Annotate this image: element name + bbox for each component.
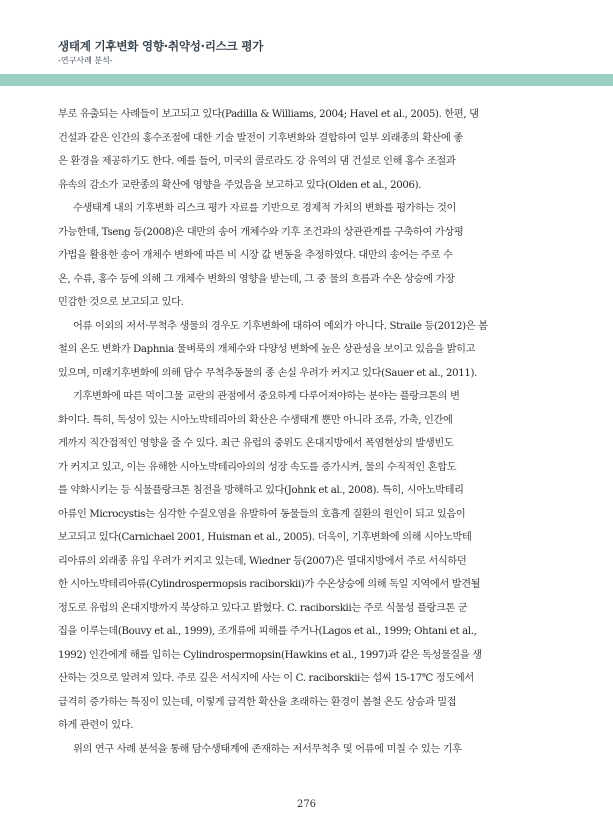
text-line: 게까지 직간접적인 영향을 줄 수 있다. 최근 유럽의 중위도 온대지방에서 폭염현상의 발생빈도 xyxy=(58,438,454,449)
running-title: 생태계 기후변화 영향·취약성·리스크 평가 xyxy=(58,39,264,53)
text-line: 은 환경을 제공하기도 한다. 예를 들어, 미국의 콜로라도 강 유역의 댐 건설로 인해 홍수 조절과 xyxy=(58,156,456,167)
page-number: 276 xyxy=(296,799,317,810)
text-line: 수생태계 내의 기후변화 리스크 평가 자료를 기반으로 경제적 가치의 변화를 평가하는 것이 xyxy=(73,203,456,214)
text-line: 있으며, 미래기후변화에 의해 담수 무척추동물의 종 손실 우려가 커지고 있다(Sauer et al., 2011). xyxy=(58,367,478,379)
page-header xyxy=(0,0,613,74)
text-line: 보고되고 있다(Carnichael 2001, Huisman et al., 2005). 더욱이, 기후변화에 의해 시아노박테 xyxy=(58,532,472,543)
text-line: 부로 유출되는 사례들이 보고되고 있다(Padilla & Williams, 2004; Havel et al., 2005). 한편, 댐 xyxy=(58,109,479,120)
text-line: 화이다. 특히, 독성이 있는 시아노박테리아의 확산은 수생태계 뿐만 아니라 조류, 가축, 인간에 xyxy=(58,414,453,426)
text-line: 한 시아노박테리아류(Cylindrospermopsis raciborskii)가 수온상승에 의해 독일 지역에서 발견될 xyxy=(58,579,481,590)
text-line: 집을 이루는데(Bouvy et al., 1999), 조개류에 피해를 주거나(Lagos et al., 1999; Ohtani et al., xyxy=(58,626,477,637)
text-line: 가 커지고 있고, 이는 유해한 시아노박테리아의의 성장 속도를 증가시켜, 물의 수직적인 혼합도 xyxy=(58,461,457,473)
text-line: 리아류의 외래종 유입 우려가 커지고 있는데, Wiedner 등(2007)은 열대지방에서 주로 서식하던 xyxy=(58,555,467,567)
text-line: 건설과 같은 인간의 홍수조절에 대한 기술 발전이 기후변화와 결합하여 일부 외래종의 확산에 좋 xyxy=(58,132,463,144)
text-line: 가법을 활용한 송어 개체수 변화에 따른 비 시장 값 변동을 추정하였다. 대만의 송어는 주로 수 xyxy=(58,250,453,261)
text-line: 온, 수류, 홍수 등에 의해 그 개체수 변화의 영향을 받는데, 그 중 물의 흐름과 수온 상승에 가장 xyxy=(58,273,455,285)
text-line: 아류인 Microcystis는 심각한 수질오염을 유발하여 동물들의 호흡계 질환의 원인이 되고 있음이 xyxy=(58,508,466,520)
text-line: 를 약화시키는 등 식물플랑크톤 침전을 방해하고 있다(Johnk et al., 2008). 특히, 시아노박테리 xyxy=(58,485,464,496)
text-line: 가능한데, Tseng 등(2008)은 대만의 송어 개체수와 기후 조건과의 상관관계를 구축하여 가상평 xyxy=(58,226,464,238)
text-line: 1992) 인간에게 해를 입히는 Cylindrospermopsin(Hawkins et al., 1997)과 같은 독성물질을 생 xyxy=(58,649,482,661)
text-line: 하게 관련이 있다. xyxy=(58,720,134,731)
running-subtitle: -연구사례 분석- xyxy=(58,56,113,65)
text-line: 산하는 것으로 알려져 있다. 주로 깊은 서식지에 사는 이 C. raciborskii는 섭씨 15-17℃ 정도에서 xyxy=(58,673,474,684)
text-line: 기후변화에 따른 먹이그물 교란의 관점에서 중요하게 다루어져야하는 분야는 플랑크톤의 변 xyxy=(73,391,460,402)
body-text xyxy=(58,103,547,761)
header-color-band xyxy=(0,74,613,86)
text-line: 위의 연구 사례 분석을 통해 담수생태계에 존재하는 저서무척추 및 어류에 미칠 수 있는 기후 xyxy=(73,743,462,755)
text-line: 유속의 감소가 교란종의 확산에 영향을 주었음을 보고하고 있다(Olden et al., 2006). xyxy=(58,179,422,191)
text-line: 어류 이외의 저서·무척추 생물의 경우도 기후변화에 대하여 예외가 아니다. Straile 등(2012)은 봄 xyxy=(73,320,488,332)
text-line: 급격히 증가하는 특징이 있는데, 이렇게 급격한 확산을 초래하는 환경이 봄철 온도 상승과 밀접 xyxy=(58,696,457,708)
text-line: 철의 온도 변화가 Daphnia 물벼룩의 개체수와 다양성 변화에 높은 상관성을 보이고 있음을 밝히고 xyxy=(58,344,476,355)
text-line: 정도로 유럽의 온대지방까지 북상하고 있다고 밝혔다. C. raciborskii는 주로 식물성 플랑크톤 군 xyxy=(58,602,468,614)
text-line: 민감한 것으로 보고되고 있다. xyxy=(58,297,184,308)
